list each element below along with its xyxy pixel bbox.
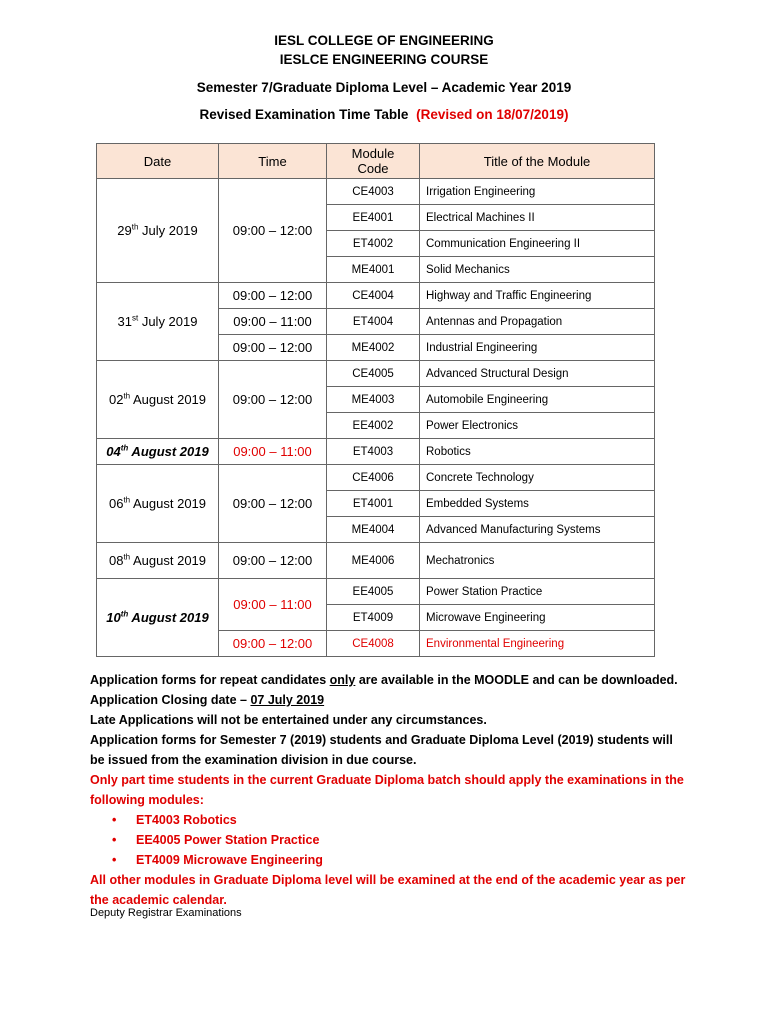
module-code: CE4008 — [327, 631, 420, 657]
module-title: Environmental Engineering — [420, 631, 655, 657]
module-bullet-list — [90, 810, 690, 870]
date-cell — [97, 361, 219, 439]
date-rest: August 2019 — [130, 553, 207, 568]
note-late-applications: Late Applications will not be entertained under any circumstances. — [90, 713, 487, 727]
module-code: CE4003 — [327, 179, 420, 205]
header-time: Time — [219, 144, 327, 179]
time-cell: 09:00 – 12:00 — [219, 543, 327, 579]
list-item: • ET4009 Microwave Engineering — [136, 850, 690, 870]
module-title: Microwave Engineering — [420, 605, 655, 631]
module-code: ET4002 — [327, 231, 420, 257]
module-title: Irrigation Engineering — [420, 179, 655, 205]
time-cell: 09:00 – 11:00 — [219, 309, 327, 335]
time-cell: 09:00 – 12:00 — [219, 631, 327, 657]
date-rest: August 2019 — [128, 444, 209, 459]
module-title: Antennas and Propagation — [420, 309, 655, 335]
date-suffix: th — [123, 391, 131, 401]
date-suffix: th — [120, 609, 129, 619]
table-row — [97, 543, 655, 579]
module-code: ME4006 — [327, 543, 420, 579]
date-cell — [97, 579, 219, 657]
module-title: Solid Mechanics — [420, 257, 655, 283]
timetable-title — [0, 107, 768, 122]
module-code: ME4002 — [327, 335, 420, 361]
timetable-title-text: Revised Examination Time Table — [199, 107, 409, 122]
time-cell: 09:00 – 11:00 — [219, 579, 327, 631]
time-cell: 09:00 – 12:00 — [219, 179, 327, 283]
date-suffix: th — [131, 222, 139, 232]
module-title: Advanced Structural Design — [420, 361, 655, 387]
module-code: CE4005 — [327, 361, 420, 387]
date-day: 04 — [106, 444, 121, 459]
note-other-modules: All other modules in Graduate Diploma level will be examined at the end of the academic year as per the academic calendar. — [90, 873, 686, 907]
time-cell: 09:00 – 12:00 — [219, 283, 327, 309]
header-module-code — [327, 144, 420, 179]
module-code: CE4006 — [327, 465, 420, 491]
date-day: 31 — [117, 314, 132, 329]
date-day: 10 — [106, 610, 121, 625]
date-cell — [97, 465, 219, 543]
module-title: Industrial Engineering — [420, 335, 655, 361]
module-title: Automobile Engineering — [420, 387, 655, 413]
table-row — [97, 439, 655, 465]
revised-note: (Revised on 18/07/2019) — [416, 107, 569, 122]
header-code-line2: Code — [357, 161, 389, 176]
date-suffix: th — [123, 495, 131, 505]
module-title: Communication Engineering II — [420, 231, 655, 257]
date-day: 29 — [117, 223, 132, 238]
module-code: ET4003 — [327, 439, 420, 465]
module-code: EE4005 — [327, 579, 420, 605]
date-cell — [97, 439, 219, 465]
table-row — [97, 361, 655, 387]
list-item: • ET4003 Robotics — [136, 810, 690, 830]
date-rest: July 2019 — [138, 314, 198, 329]
date-day: 06 — [108, 496, 124, 511]
exam-timetable — [96, 143, 655, 657]
table-row — [97, 283, 655, 309]
date-cell — [97, 283, 219, 361]
note-text: Application forms for repeat candidates — [90, 673, 330, 687]
note-emphasis: only — [329, 673, 356, 687]
module-title: Electrical Machines II — [420, 205, 655, 231]
header-code-line1: Module — [351, 146, 395, 161]
note-repeat-candidates — [90, 670, 690, 690]
date-suffix: th — [123, 552, 131, 562]
module-code: ME4001 — [327, 257, 420, 283]
module-code: ET4009 — [327, 605, 420, 631]
table-row — [97, 465, 655, 491]
module-code: EE4002 — [327, 413, 420, 439]
module-title: Power Station Practice — [420, 579, 655, 605]
header-module-title: Title of the Module — [420, 144, 655, 179]
header-date: Date — [97, 144, 219, 179]
note-application-forms: Application forms for Semester 7 (2019) students and Graduate Diploma Level (2019) students will be issued from the examination division in due course. — [90, 733, 673, 767]
date-rest: August 2019 — [130, 392, 207, 407]
closing-date: 07 July 2019 — [250, 693, 325, 707]
module-code: EE4001 — [327, 205, 420, 231]
table-header-row — [97, 144, 655, 179]
note-text: Application Closing date – — [90, 693, 251, 707]
time-cell: 09:00 – 12:00 — [219, 465, 327, 543]
college-name: IESL COLLEGE OF ENGINEERING — [274, 33, 494, 48]
signature: Deputy Registrar Examinations — [90, 907, 242, 919]
date-rest: August 2019 — [128, 610, 209, 625]
semester-title: Semester 7/Graduate Diploma Level – Academic Year 2019 — [196, 80, 572, 95]
time-cell: 09:00 – 12:00 — [219, 335, 327, 361]
time-cell: 09:00 – 12:00 — [219, 361, 327, 439]
module-title: Power Electronics — [420, 413, 655, 439]
notes-section — [90, 670, 690, 910]
module-code: ET4001 — [327, 491, 420, 517]
note-part-time: Only part time students in the current Graduate Diploma batch should apply the examinations in the following modules: — [90, 773, 684, 807]
date-rest: July 2019 — [138, 223, 198, 238]
module-title: Concrete Technology — [420, 465, 655, 491]
module-title: Robotics — [420, 439, 655, 465]
module-code: ME4004 — [327, 517, 420, 543]
module-title: Embedded Systems — [420, 491, 655, 517]
date-rest: August 2019 — [130, 496, 207, 511]
date-cell — [97, 543, 219, 579]
date-suffix: st — [131, 313, 139, 323]
module-title: Mechatronics — [420, 543, 655, 579]
date-suffix: th — [120, 443, 129, 453]
module-code: ME4003 — [327, 387, 420, 413]
note-text: are available in the MOODLE and can be downloaded. — [355, 673, 678, 687]
date-day: 08 — [108, 553, 124, 568]
module-title: Advanced Manufacturing Systems — [420, 517, 655, 543]
table-row — [97, 179, 655, 205]
note-closing-date — [90, 690, 690, 710]
date-cell — [97, 179, 219, 283]
module-code: CE4004 — [327, 283, 420, 309]
course-name: IESLCE ENGINEERING COURSE — [279, 52, 489, 67]
table-row — [97, 579, 655, 605]
list-item: • EE4005 Power Station Practice — [136, 830, 690, 850]
time-cell: 09:00 – 11:00 — [219, 439, 327, 465]
module-title: Highway and Traffic Engineering — [420, 283, 655, 309]
date-day: 02 — [108, 392, 124, 407]
module-code: ET4004 — [327, 309, 420, 335]
